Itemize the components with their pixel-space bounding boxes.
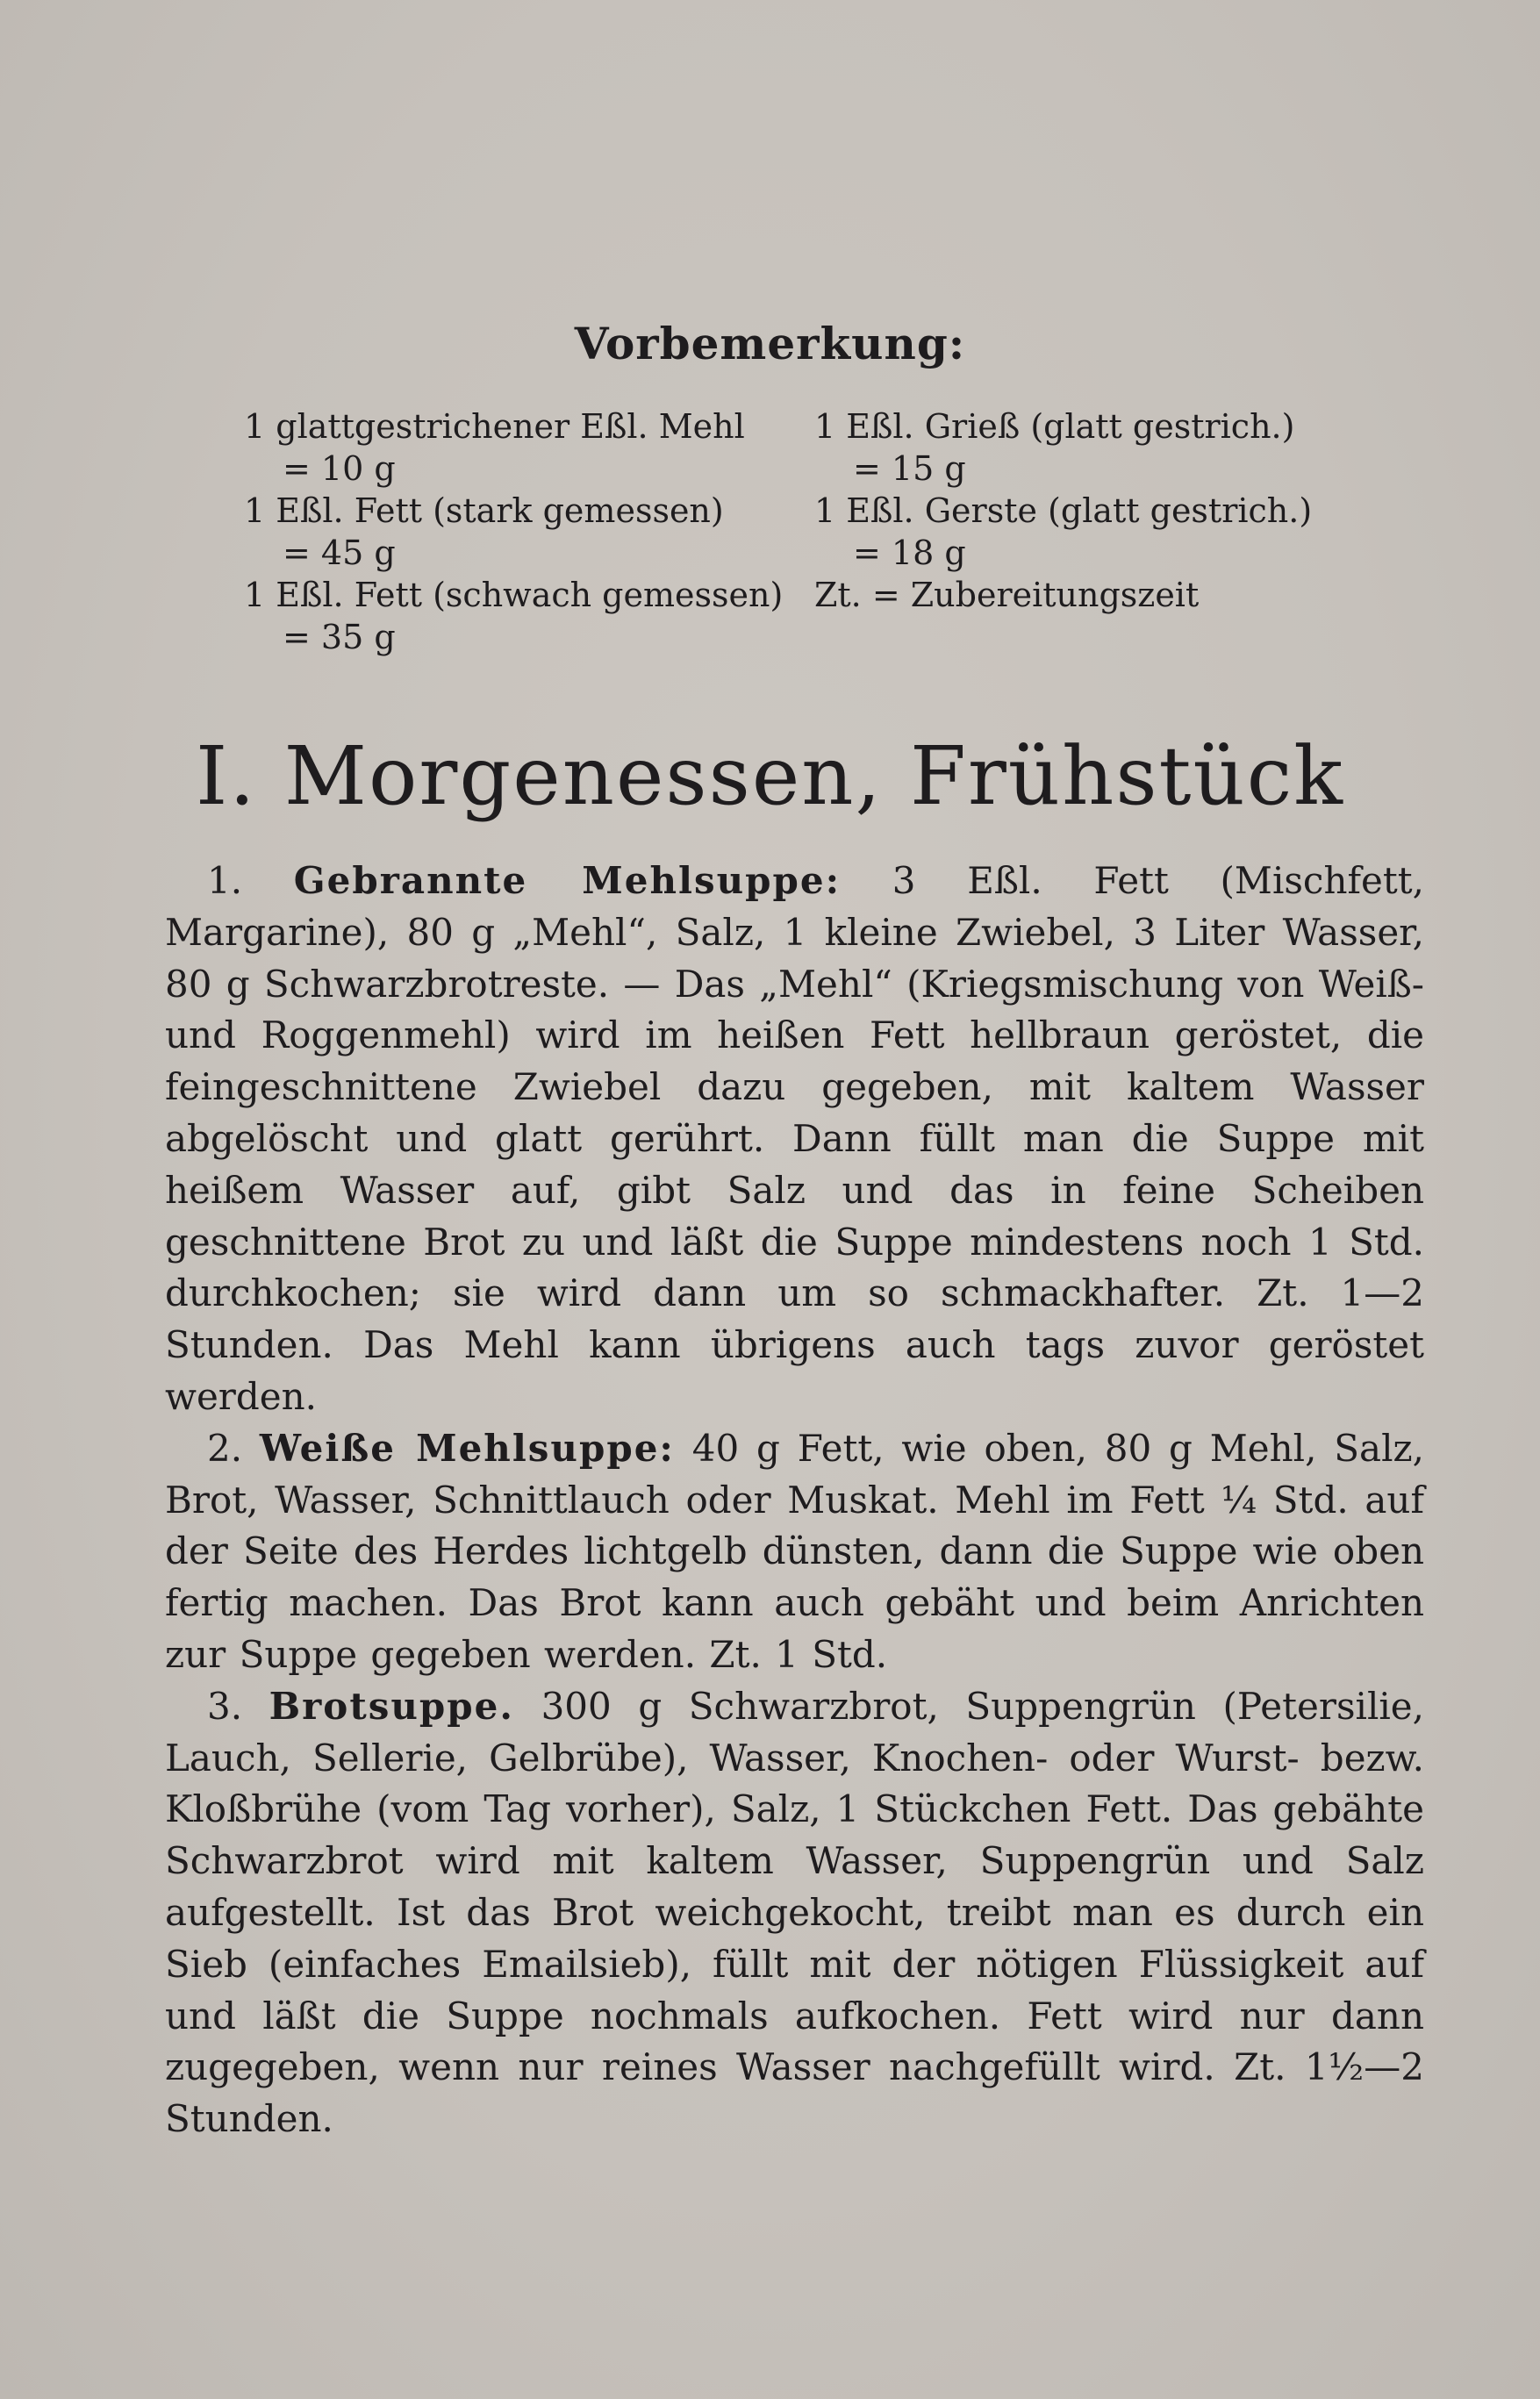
notes-left-column <box>244 405 783 658</box>
recipe-text: 3 Eßl. Fett (Mischfett, Margarine), 80 g „Mehl“, Salz, 1 kleine Zwiebel, 3 Liter Wasser, 80 g Schwarzbrotreste. — Das „Mehl“ (Kriegsmischung von Weiß- und Roggenmehl) wird im heißen Fett hellbraun geröstet, die feingeschnittene Zwiebel dazu gegeben, mit kaltem Wasser abgelöscht und glatt gerührt. Dann füllt man die Suppe mit heißem Wasser auf, gibt Salz und das in feine Scheiben geschnittene Brot zu und läßt die Suppe mindestens noch 1 Std. durchkochen; sie wird dann um so schmackhafter. Zt. 1—2 Stunden. Das Mehl kann übrigens auch tags zuvor geröstet werden. <box>165 859 1425 1418</box>
chapter-title: I. Morgenessen, Frühstück <box>195 729 1345 823</box>
recipe-title: Brotsuppe. <box>269 1684 514 1728</box>
recipe-title: Gebrannte Mehlsuppe: <box>293 859 842 902</box>
show-through-texture <box>158 149 1386 325</box>
note-line: Zt. = Zubereitungszeit <box>814 576 1200 614</box>
note-item <box>244 405 783 490</box>
note-line: 1 Eßl. Fett (stark gemessen) <box>244 491 724 530</box>
page-heading: Vorbemerkung: <box>574 318 966 369</box>
note-equivalent: = 10 g <box>283 449 396 488</box>
note-equivalent: = 15 g <box>853 449 966 488</box>
recipe-list <box>165 856 1424 2145</box>
note-equivalent: = 35 g <box>283 618 396 656</box>
note-item <box>244 490 783 574</box>
note-item <box>814 574 1312 616</box>
note-line: 1 Eßl. Fett (schwach gemessen) <box>244 576 784 614</box>
note-item <box>244 574 783 658</box>
recipe-1 <box>165 856 1424 1423</box>
note-line: 1 Eßl. Grieß (glatt gestrich.) <box>814 407 1295 446</box>
recipe-number: 3. <box>207 1684 243 1728</box>
recipe-number: 1. <box>207 859 243 902</box>
note-equivalent: = 18 g <box>853 534 966 572</box>
recipe-3 <box>165 1681 1424 2145</box>
recipe-number: 2. <box>207 1426 243 1470</box>
note-line: 1 Eßl. Gerste (glatt gestrich.) <box>814 491 1313 530</box>
recipe-text: 40 g Fett, wie oben, 80 g Mehl, Salz, Brot, Wasser, Schnittlauch oder Muskat. Mehl im Fett ¼ Std. auf der Seite des Herdes lichtgelb dünsten, dann die Suppe wie oben fertig machen. Das Brot kann auch gebäht und beim Anrichten zur Suppe gegeben werden. Zt. 1 Std. <box>165 1426 1424 1676</box>
notes-right-column <box>814 405 1312 616</box>
recipe-title: Weiße Mehlsuppe: <box>259 1426 675 1470</box>
note-line: 1 glattgestrichener Eßl. Mehl <box>244 407 745 446</box>
note-equivalent: = 45 g <box>283 534 396 572</box>
recipe-text: 300 g Schwarzbrot, Suppengrün (Petersilie, Lauch, Sellerie, Gelbrübe), Wasser, Knochen- oder Wurst- bezw. Kloßbrühe (vom Tag vorher), Salz, 1 Stückchen Fett. Das gebähte Schwarzbrot wird mit kaltem Wasser, Suppengrün und Salz aufgestellt. Ist das Brot weichgekocht, treibt man es durch ein Sieb (einfaches Emailsieb), füllt mit der nötigen Flüssigkeit auf und läßt die Suppe nochmals aufkochen. Fett wird nur dann zugegeben, wenn nur reines Wasser nachgefüllt wird. Zt. 1½—2 Stunden. <box>165 1684 1425 2141</box>
note-item <box>814 405 1312 490</box>
note-item <box>814 490 1312 574</box>
recipe-2 <box>165 1423 1424 1681</box>
